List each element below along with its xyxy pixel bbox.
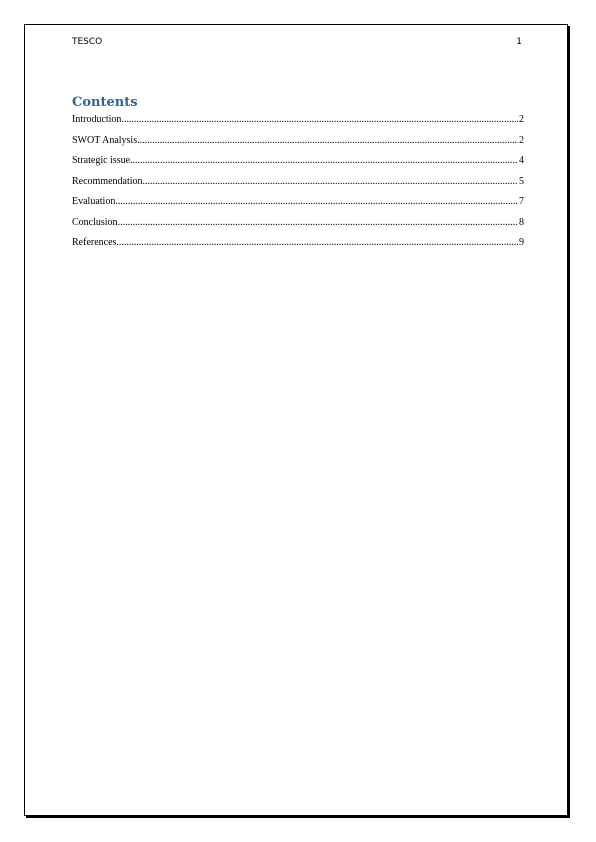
toc-entry-label: SWOT Analysis	[72, 134, 138, 146]
toc-title: Contents	[72, 95, 138, 110]
toc-leader-dots	[130, 155, 518, 166]
toc-entry-page: 2	[519, 134, 524, 146]
toc-entry-strategic-issue[interactable]	[72, 155, 524, 176]
toc-entry-label: Conclusion	[72, 216, 118, 228]
toc-entry-label: References	[72, 237, 117, 248]
toc-leader-dots	[118, 217, 518, 228]
toc-entry-conclusion[interactable]	[72, 217, 524, 238]
toc-leader-dots	[116, 237, 518, 248]
toc-list	[72, 114, 524, 258]
document-page	[24, 24, 568, 816]
toc-entry-swot-analysis[interactable]	[72, 135, 524, 156]
toc-entry-evaluation[interactable]	[72, 196, 524, 217]
toc-entry-references[interactable]	[72, 237, 524, 258]
toc-leader-dots	[137, 135, 518, 146]
toc-entry-recommendation[interactable]	[72, 176, 524, 197]
header-page-number: 1	[516, 37, 522, 47]
toc-leader-dots	[115, 196, 518, 207]
toc-entry-page: 7	[519, 196, 524, 207]
toc-entry-label: Strategic issue	[72, 155, 131, 166]
toc-entry-introduction[interactable]	[72, 114, 524, 135]
toc-entry-page: 8	[519, 216, 524, 228]
toc-entry-page: 4	[519, 155, 524, 166]
toc-entry-page: 5	[519, 175, 524, 187]
toc-entry-label: Recommendation	[72, 175, 143, 187]
toc-entry-label: Evaluation	[72, 196, 116, 207]
header-title: TESCO	[72, 37, 103, 47]
toc-entry-page: 2	[519, 114, 524, 125]
toc-entry-label: Introduction	[72, 114, 122, 125]
toc-leader-dots	[121, 114, 518, 125]
toc-leader-dots	[143, 176, 518, 187]
toc-entry-page: 9	[519, 237, 524, 248]
